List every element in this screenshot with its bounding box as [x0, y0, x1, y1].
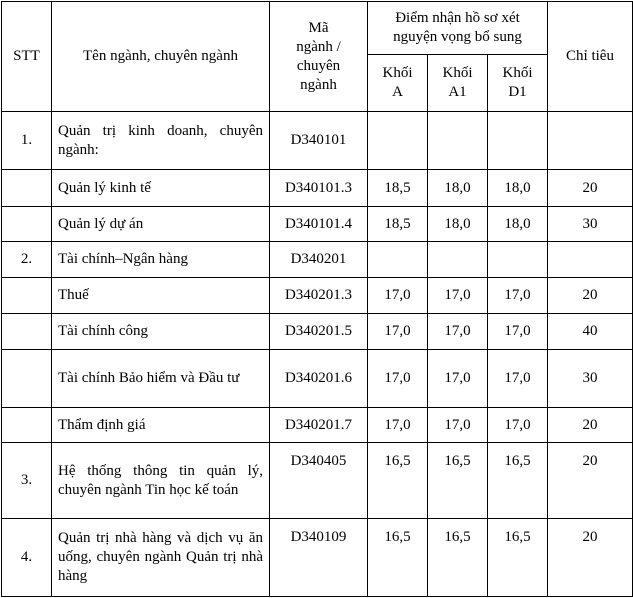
- row-score-a: 16,5: [368, 443, 428, 519]
- row-stt: 4.: [2, 519, 52, 597]
- header-quota: Chỉ tiêu: [548, 2, 633, 112]
- row-code: D340201.3: [270, 278, 368, 314]
- row-name: Hệ thống thông tin quản lý, chuyên ngành Tin học kế toán: [52, 443, 270, 519]
- row-score-a1: 16,5: [428, 519, 488, 597]
- header-block-a: Khối A: [368, 55, 428, 112]
- row-quota: 20: [548, 278, 633, 314]
- row-score-a: 17,0: [368, 314, 428, 350]
- row-quota: 20: [548, 443, 633, 519]
- row-quota: 20: [548, 170, 633, 207]
- row-code: D340101: [270, 112, 368, 170]
- row-name: Thuế: [52, 278, 270, 314]
- row-name: Tài chính công: [52, 314, 270, 350]
- row-stt: 2.: [2, 242, 52, 278]
- row-quota: [548, 112, 633, 170]
- row-name: Thẩm định giá: [52, 408, 270, 443]
- row-quota: [548, 242, 633, 278]
- row-score-a1: [428, 242, 488, 278]
- row-score-a: [368, 112, 428, 170]
- row-score-a: 17,0: [368, 408, 428, 443]
- row-score-d1: 18,0: [488, 207, 548, 242]
- row-code: D340101.4: [270, 207, 368, 242]
- row-score-a: 18,5: [368, 170, 428, 207]
- row-score-d1: 17,0: [488, 278, 548, 314]
- table-row: [2, 207, 633, 242]
- row-code: D340405: [270, 443, 368, 519]
- row-stt: [2, 350, 52, 408]
- row-code: D340109: [270, 519, 368, 597]
- row-code: D340201: [270, 242, 368, 278]
- row-stt: [2, 314, 52, 350]
- row-code: D340201.7: [270, 408, 368, 443]
- row-score-a: [368, 242, 428, 278]
- table-row: [2, 314, 633, 350]
- row-score-a1: 17,0: [428, 278, 488, 314]
- row-score-d1: 16,5: [488, 519, 548, 597]
- row-score-d1: 18,0: [488, 170, 548, 207]
- row-score-d1: 16,5: [488, 443, 548, 519]
- table-row: [2, 519, 633, 597]
- row-score-d1: 17,0: [488, 350, 548, 408]
- row-quota: 40: [548, 314, 633, 350]
- row-score-d1: 17,0: [488, 408, 548, 443]
- row-score-a1: 17,0: [428, 350, 488, 408]
- row-score-a1: 17,0: [428, 408, 488, 443]
- row-score-a1: 18,0: [428, 207, 488, 242]
- header-block-d1: Khối D1: [488, 55, 548, 112]
- row-stt: [2, 170, 52, 207]
- row-score-d1: [488, 242, 548, 278]
- table-body: [2, 112, 633, 597]
- row-quota: 30: [548, 207, 633, 242]
- header-name: Tên ngành, chuyên ngành: [52, 2, 270, 112]
- row-quota: 30: [548, 350, 633, 408]
- table-row: [2, 443, 633, 519]
- row-score-a: 18,5: [368, 207, 428, 242]
- admissions-table: [1, 1, 633, 597]
- table-row: [2, 408, 633, 443]
- row-score-d1: 17,0: [488, 314, 548, 350]
- row-score-a: 16,5: [368, 519, 428, 597]
- row-quota: 20: [548, 519, 633, 597]
- row-code: D340201.6: [270, 350, 368, 408]
- row-name: Tài chính–Ngân hàng: [52, 242, 270, 278]
- row-score-a1: 16,5: [428, 443, 488, 519]
- row-code: D340201.5: [270, 314, 368, 350]
- row-name: Quản lý kinh tế: [52, 170, 270, 207]
- header-block-a1: Khối A1: [428, 55, 488, 112]
- header-score-group: Điểm nhận hồ sơ xét nguyện vọng bổ sung: [368, 2, 548, 55]
- row-score-a1: 17,0: [428, 314, 488, 350]
- table-row: [2, 350, 633, 408]
- table-row: [2, 278, 633, 314]
- row-score-a1: [428, 112, 488, 170]
- header-code: Mã ngành / chuyên ngành: [270, 2, 368, 112]
- row-name: Quản lý dự án: [52, 207, 270, 242]
- row-name: Quản trị nhà hàng và dịch vụ ăn uống, chuyên ngành Quản trị nhà hàng: [52, 519, 270, 597]
- row-stt: 1.: [2, 112, 52, 170]
- row-score-a: 17,0: [368, 350, 428, 408]
- row-stt: [2, 278, 52, 314]
- row-score-d1: [488, 112, 548, 170]
- table-row: [2, 242, 633, 278]
- row-score-a: 17,0: [368, 278, 428, 314]
- row-quota: 20: [548, 408, 633, 443]
- row-score-a1: 18,0: [428, 170, 488, 207]
- row-code: D340101.3: [270, 170, 368, 207]
- row-stt: [2, 207, 52, 242]
- table-row: [2, 170, 633, 207]
- row-stt: 3.: [2, 443, 52, 519]
- row-name: Quản trị kinh doanh, chuyên ngành:: [52, 112, 270, 170]
- header-stt: STT: [2, 2, 52, 112]
- row-stt: [2, 408, 52, 443]
- table-row: [2, 112, 633, 170]
- row-name: Tài chính Bảo hiểm và Đầu tư: [52, 350, 270, 408]
